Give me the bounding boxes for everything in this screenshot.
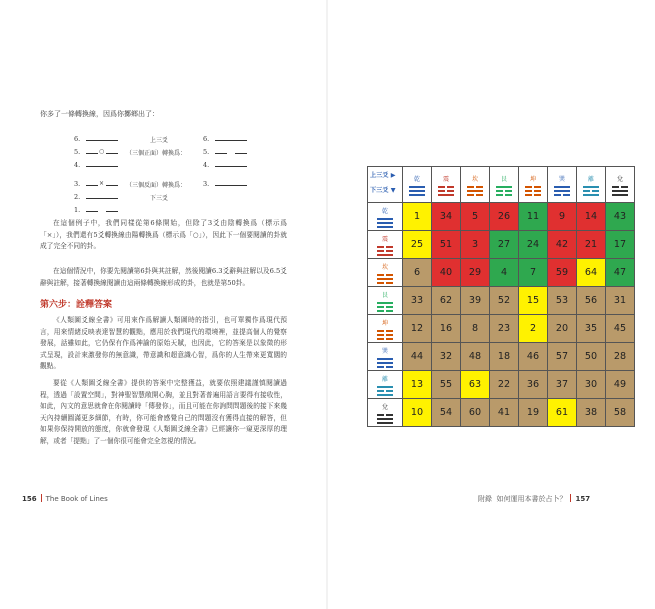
hexagram-cell: 1 (403, 203, 432, 231)
row-header (368, 315, 403, 343)
column-header (490, 167, 519, 203)
hexagram-cell: 22 (490, 371, 519, 399)
yang-line (215, 140, 247, 141)
hexagram-cell: 31 (606, 287, 635, 315)
line-number: 3. (203, 180, 210, 188)
left-footer (22, 494, 108, 503)
trigram-icon (377, 273, 393, 284)
hexagram-cell: 56 (577, 287, 606, 315)
hexagram-cell: 47 (606, 259, 635, 287)
hexagram-cell: 33 (403, 287, 432, 315)
hexagram-cell: 62 (432, 287, 461, 315)
hexagram-cell: 44 (403, 343, 432, 371)
hexagram-cell: 7 (519, 259, 548, 287)
book-title: The Book of Lines (45, 495, 108, 503)
yang-line (86, 198, 118, 199)
row-header (368, 343, 403, 371)
yin-line-segment (215, 153, 227, 154)
hexagram-cell: 39 (461, 287, 490, 315)
column-header (461, 167, 490, 203)
row-header (368, 203, 403, 231)
line-number: 4. (203, 161, 210, 169)
hexagram-cell: 19 (519, 399, 548, 427)
line-number: 4. (74, 161, 81, 169)
hexagram-cell: 20 (548, 315, 577, 343)
trigram-name: 兌 (381, 403, 388, 411)
line-number: 6. (74, 135, 81, 143)
hexagram-cell: 41 (490, 399, 519, 427)
yang-line (86, 140, 118, 141)
column-header (606, 167, 635, 203)
paragraph: 《人類圖爻線全書》可用來作爲解讀人類圖時的指引，也可單獨作爲現代預言，用來情緒反映表達智慧的觀點，應用於我們現代的環境裡，並提高個人的覺察發展，話雖如此，它仍保有作爲神諭的原始天賦，也因此，它的答案是以象徵的形式呈現，設計來激發你的無意識，帶意識和超意識心智，爲你的人生帶來更寬闊的觀點。 (40, 316, 287, 371)
hexagram-cell: 25 (403, 231, 432, 259)
hexagram-cell: 18 (490, 343, 519, 371)
hexagram-cell: 63 (461, 371, 490, 399)
trigram-name: 巽 (558, 175, 565, 183)
trigram-name: 艮 (381, 291, 388, 299)
trigram-name: 坎 (381, 263, 388, 271)
hexagram-cell: 37 (548, 371, 577, 399)
hexagram-cell: 2 (519, 315, 548, 343)
change-label-heads: （三個正面）轉換爲： (126, 150, 187, 157)
hexagram-cell: 9 (548, 203, 577, 231)
trigram-name: 巽 (381, 347, 388, 355)
trigram-icon (583, 185, 599, 196)
yang-line (86, 166, 118, 167)
hexagram-cell: 54 (432, 399, 461, 427)
hexagram-cell: 46 (519, 343, 548, 371)
hexagram-cell: 29 (461, 259, 490, 287)
column-header (432, 167, 461, 203)
hexagram-cell: 34 (432, 203, 461, 231)
hexagram-cell: 61 (548, 399, 577, 427)
yin-line-segment (86, 185, 98, 186)
hexagram-cell: 28 (606, 343, 635, 371)
change-cross-icon: × (99, 180, 105, 187)
hexagram-cell: 36 (519, 371, 548, 399)
paragraph: 在這個例子中，我們同樣從第6條開始，但除了3爻由陰轉換爲（標示爲「×」），我們還有5爻轉換線由陽轉換爲（標示爲「○」），因此下一個要閱讀的卦就成了完全不同的卦。 (40, 219, 287, 251)
hexagram-lookup-table (367, 166, 635, 427)
trigram-icon (377, 357, 393, 368)
row-header (368, 231, 403, 259)
table-row (368, 399, 635, 427)
trigram-icon (525, 185, 541, 196)
trigram-icon (496, 185, 512, 196)
paragraph: 要從《人類圖爻線全書》提供的答案中完整獲益，就要依照建議謹慎閱讀過程，透過「設置空間」，對神聖智慧敞開心胸，並且對著普遍用語言要得有接收性，如此，內文的意思就會在你閱讀時「傳發你」，而且可能在你詢問問題後的接下來幾天內持續圓滿更多細節，有時，你可能會感覺自己的問題沒有獲得直接的解答，但如果你保持開放的態度，你就會發現《人類圖爻線全書》已經讓你一窺更深厚的理解，或者「提點」了一個你很可能會完全忽視的情況。 (40, 379, 287, 445)
hexagram-cell: 8 (461, 315, 490, 343)
yang-line (215, 166, 247, 167)
trigram-icon (377, 245, 393, 256)
table-row (368, 371, 635, 399)
row-header (368, 259, 403, 287)
column-header (548, 167, 577, 203)
column-header (519, 167, 548, 203)
row-header (368, 371, 403, 399)
yin-line-segment (86, 153, 98, 154)
yin-line-segment (235, 153, 247, 154)
line-number: 5. (203, 148, 210, 156)
trigram-name: 坎 (471, 175, 478, 183)
trigram-name: 兌 (616, 175, 623, 183)
trigram-name: 坤 (529, 175, 536, 183)
line-number: 3. (74, 180, 81, 188)
row-header (368, 287, 403, 315)
footer-divider (570, 494, 571, 502)
trigram-icon (377, 329, 393, 340)
hexagram-cell: 49 (606, 371, 635, 399)
hexagram-cell: 45 (606, 315, 635, 343)
trigram-icon (467, 185, 483, 196)
hexagram-cell: 27 (490, 231, 519, 259)
intro-text: 你多了一條轉換線，因爲你擲鄉出了： (40, 110, 159, 118)
upper-trigram-axis-label: 上三爻 ▶ (370, 172, 396, 179)
hexagram-cell: 43 (606, 203, 635, 231)
trigram-name: 震 (442, 175, 449, 183)
hexagram-cell: 59 (548, 259, 577, 287)
trigram-name: 乾 (413, 175, 420, 183)
footer-chapter-title: 如何運用本書於占卜？ (496, 495, 567, 503)
trigram-name: 離 (587, 175, 594, 183)
section-heading: 第六步：詮釋答案 (40, 300, 113, 310)
trigram-icon (612, 185, 628, 196)
row-header (368, 399, 403, 427)
table-row (368, 343, 635, 371)
left-page (0, 0, 327, 609)
hexagram-cell: 35 (577, 315, 606, 343)
trigram-icon (377, 413, 393, 424)
line-number: 5. (74, 148, 81, 156)
page-number: 156 (22, 495, 37, 503)
hexagram-cell: 24 (519, 231, 548, 259)
trigram-icon (377, 217, 393, 228)
footer-section: 附錄 (478, 495, 492, 503)
trigram-icon (377, 301, 393, 312)
hexagram-cell: 40 (432, 259, 461, 287)
trigram-icon (438, 185, 454, 196)
hexagram-cell: 10 (403, 399, 432, 427)
hexagram-cell: 3 (461, 231, 490, 259)
hexagram-cell: 17 (606, 231, 635, 259)
paragraph: 在這個情況中，你要先閱讀第6卦與其註解，然後閱讀6.3爻辭與註解以及6.5爻辭與註解，接著轉換線閱讀由這兩條轉換線形成的卦，也就是第50卦。 (40, 267, 287, 287)
hexagram-cell: 42 (548, 231, 577, 259)
hexagram-cell: 50 (577, 343, 606, 371)
hexagram-cell: 30 (577, 371, 606, 399)
table-row (368, 203, 635, 231)
yin-line-segment (106, 185, 118, 186)
table-corner-header (368, 167, 403, 203)
hexagram-cell: 5 (461, 203, 490, 231)
hexagram-cell: 13 (403, 371, 432, 399)
yang-line (215, 185, 247, 186)
footer-divider (41, 494, 42, 502)
right-footer (478, 494, 590, 504)
table-row (368, 315, 635, 343)
table-row (368, 259, 635, 287)
column-header (577, 167, 606, 203)
hexagram-cell: 60 (461, 399, 490, 427)
trigram-name: 震 (381, 235, 388, 243)
line-number: 1. (74, 206, 81, 214)
hexagram-cell: 12 (403, 315, 432, 343)
hexagram-cell: 16 (432, 315, 461, 343)
table-row (368, 231, 635, 259)
trigram-name: 乾 (381, 207, 388, 215)
hexagram-cell: 52 (490, 287, 519, 315)
trigram-icon (409, 185, 425, 196)
lower-trigram-axis-label: 下三爻 ▼ (370, 187, 396, 194)
hexagram-cell: 4 (490, 259, 519, 287)
change-circle-icon: ○ (99, 148, 105, 155)
hexagram-cell: 11 (519, 203, 548, 231)
hexagram-cell: 53 (548, 287, 577, 315)
hexagram-cell: 48 (461, 343, 490, 371)
yin-line-segment (106, 211, 118, 212)
page-number: 157 (575, 495, 591, 503)
hexagram-cell: 58 (606, 399, 635, 427)
trigram-name: 坤 (381, 319, 388, 327)
line-number: 6. (203, 135, 210, 143)
hexagram-cell: 23 (490, 315, 519, 343)
trigram-name: 離 (381, 375, 388, 383)
upper-trigram-label: 上三爻 (150, 137, 169, 144)
hexagram-cell: 26 (490, 203, 519, 231)
hexagram-cell: 55 (432, 371, 461, 399)
trigram-name: 艮 (500, 175, 507, 183)
table-row (368, 287, 635, 315)
yin-line-segment (86, 211, 98, 212)
hexagram-cell: 64 (577, 259, 606, 287)
hexagram-cell: 38 (577, 399, 606, 427)
hexagram-cell: 6 (403, 259, 432, 287)
change-label-tails: （三個反面）轉換爲： (126, 182, 187, 189)
yin-line-segment (106, 153, 118, 154)
column-header (403, 167, 432, 203)
hexagram-cell: 15 (519, 287, 548, 315)
trigram-icon (377, 385, 393, 396)
hexagram-cell: 32 (432, 343, 461, 371)
lower-trigram-label: 下三爻 (150, 195, 169, 202)
hexagram-cell: 51 (432, 231, 461, 259)
hexagram-cell: 57 (548, 343, 577, 371)
hexagram-cell: 14 (577, 203, 606, 231)
line-number: 2. (74, 193, 81, 201)
trigram-icon (554, 185, 570, 196)
hexagram-cell: 21 (577, 231, 606, 259)
